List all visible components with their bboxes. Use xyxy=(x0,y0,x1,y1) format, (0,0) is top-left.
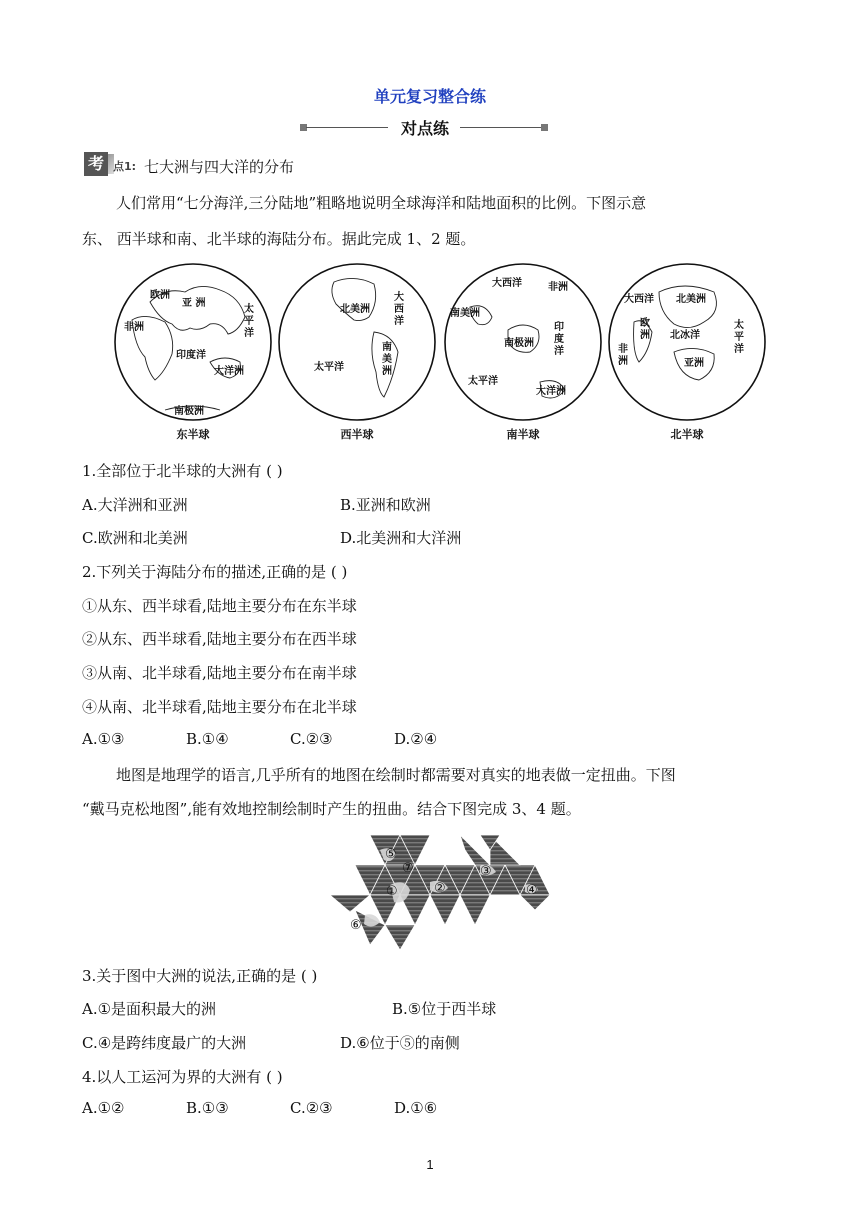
question-1-option-c: C.欧洲和北美洲 xyxy=(82,529,188,547)
globe-west-label-south-america-1: 南 xyxy=(382,342,392,353)
globe-west-label-south-america-3: 洲 xyxy=(382,366,392,377)
intro-paragraph-1-line-2: 东、 西半球和南、北半球的海陆分布。据此完成 1、2 题。 xyxy=(82,230,476,248)
subtitle-text: 对点练 xyxy=(400,119,449,138)
subtitle-right-dot xyxy=(541,124,548,131)
globe-north-label-pacific-3: 洋 xyxy=(734,344,744,355)
dymaxion-marker-2: ② xyxy=(434,881,446,896)
globe-north xyxy=(604,262,770,441)
globe-south-label-south-america: 南美洲 xyxy=(450,308,480,319)
question-3-option-b: B.⑤位于西半球 xyxy=(392,1000,497,1018)
globe-south-caption: 南半球 xyxy=(506,428,540,441)
globe-west xyxy=(274,262,440,441)
question-1-option-a: A.大洋洲和亚洲 xyxy=(82,496,188,514)
globe-east-label-pacific-3: 洋 xyxy=(244,328,254,339)
subtitle-left-rule xyxy=(306,127,388,128)
globe-east-label-antarctica: 南极洲 xyxy=(174,406,204,417)
question-2-item-2: ②从东、西半球看,陆地主要分布在西半球 xyxy=(82,630,357,648)
globe-west-label-atlantic-2: 西 xyxy=(394,304,404,315)
globe-south-label-antarctica: 南极洲 xyxy=(504,338,534,349)
globe-south xyxy=(440,262,606,441)
topic-number: 点1: xyxy=(113,160,137,173)
topic-title: 七大洲与四大洋的分布 xyxy=(144,158,295,176)
question-3-option-c: C.④是跨纬度最广的大洲 xyxy=(82,1034,247,1052)
globe-east-label-asia: 亚 洲 xyxy=(182,298,206,309)
question-2-option-b: B.①④ xyxy=(186,730,229,748)
globe-north-label-arctic: 北冰洋 xyxy=(670,330,700,341)
globe-north-caption: 北半球 xyxy=(670,428,704,441)
question-4-option-c: C.②③ xyxy=(290,1099,333,1117)
question-4-option-a: A.①② xyxy=(82,1099,125,1117)
question-1-option-d: D.北美洲和大洋洲 xyxy=(340,529,462,547)
question-1-stem: 1.全部位于北半球的大洲有 ( ) xyxy=(82,462,283,480)
question-2-option-c: C.②③ xyxy=(290,730,333,748)
question-4-option-d: D.①⑥ xyxy=(394,1099,438,1117)
question-3-stem: 3.关于图中大洲的说法,正确的是 ( ) xyxy=(82,967,318,985)
question-4-stem: 4.以人工运河为界的大洲有 ( ) xyxy=(82,1068,283,1086)
globe-south-label-oceania: 大洋洲 xyxy=(536,386,566,397)
globe-east-label-pacific-2: 平 xyxy=(244,316,254,327)
globe-south-label-indian-3: 洋 xyxy=(554,346,564,357)
question-3-option-a: A.①是面积最大的洲 xyxy=(82,1000,217,1018)
question-2-option-a: A.①③ xyxy=(82,730,125,748)
globe-west-label-atlantic-3: 洋 xyxy=(394,316,404,327)
subtitle-right-rule xyxy=(460,127,542,128)
question-2-item-1: ①从东、西半球看,陆地主要分布在东半球 xyxy=(82,597,357,615)
globe-west-label-atlantic-1: 大 xyxy=(394,292,404,303)
globe-south-label-indian-2: 度 xyxy=(554,334,564,345)
question-2-item-4: ④从南、北半球看,陆地主要分布在北半球 xyxy=(82,698,357,716)
globe-north-label-pacific-2: 平 xyxy=(734,332,744,343)
globe-east-label-europe: 欧洲 xyxy=(150,290,170,301)
question-3-option-d: D.⑥位于⑤的南侧 xyxy=(340,1034,460,1052)
intro-paragraph-2-line-1: 地图是地理学的语言,几乎所有的地图在绘制时都需要对真实的地表做一定扭曲。下图 xyxy=(116,766,676,784)
intro-paragraph-1-line-1: 人们常用“七分海洋,三分陆地”粗略地说明全球海洋和陆地面积的比例。下图示意 xyxy=(116,194,647,212)
dymaxion-marker-1: ① xyxy=(386,884,398,899)
globe-east-caption: 东半球 xyxy=(176,428,210,441)
topic-badge: 考 xyxy=(84,152,108,176)
question-1-option-b: B.亚洲和欧洲 xyxy=(340,496,431,514)
globe-south-label-pacific: 太平洋 xyxy=(468,376,498,387)
intro-paragraph-2-line-2: “戴马克松地图”,能有效地控制绘制时产生的扭曲。结合下图完成 3、4 题。 xyxy=(82,800,581,818)
globe-east-label-indian-ocean: 印度洋 xyxy=(176,350,206,361)
question-2-stem: 2.下列关于海陆分布的描述,正确的是 ( ) xyxy=(82,563,348,581)
question-4-option-b: B.①③ xyxy=(186,1099,229,1117)
globe-east-label-pacific-1: 太 xyxy=(244,304,254,315)
globe-north-label-europe-1: 欧 xyxy=(640,318,650,329)
globe-east-label-oceania: 大洋洲 xyxy=(214,366,244,377)
globe-east xyxy=(110,262,276,441)
dymaxion-marker-5: ⑤ xyxy=(385,847,397,862)
globe-west-label-north-america: 北美洲 xyxy=(340,304,370,315)
dymaxion-marker-3: ③ xyxy=(480,864,492,879)
globe-north-label-pacific-1: 太 xyxy=(734,320,744,331)
globe-north-label-europe-2: 洲 xyxy=(640,330,650,341)
globe-south-label-africa: 非洲 xyxy=(548,282,568,293)
dymaxion-marker-6: ⑥ xyxy=(350,918,362,933)
page-title: 单元复习整合练 xyxy=(373,87,486,106)
globe-east-label-africa: 非洲 xyxy=(124,322,144,333)
globe-north-label-africa-1: 非 xyxy=(618,344,628,355)
globe-west-label-south-america-2: 美 xyxy=(382,354,392,365)
section-subtitle xyxy=(300,116,550,140)
globe-west-caption: 西半球 xyxy=(340,428,374,441)
globe-north-label-north-america: 北美洲 xyxy=(676,294,706,305)
globe-south-label-indian-1: 印 xyxy=(554,322,564,333)
question-2-option-d: D.②④ xyxy=(394,730,438,748)
globe-west-label-pacific: 太平洋 xyxy=(314,362,344,373)
hemisphere-maps xyxy=(110,262,774,442)
page-number: 1 xyxy=(426,1157,434,1172)
globe-north-label-atlantic: 大西洋 xyxy=(624,294,654,305)
question-2-item-3: ③从南、北半球看,陆地主要分布在南半球 xyxy=(82,664,357,682)
globe-north-label-asia: 亚洲 xyxy=(684,358,704,369)
dymaxion-marker-7: ⑦ xyxy=(402,861,414,876)
globe-north-label-africa-2: 洲 xyxy=(618,356,628,367)
dymaxion-marker-4: ④ xyxy=(526,883,538,898)
dymaxion-map xyxy=(330,830,550,950)
globe-south-label-atlantic: 大西洋 xyxy=(492,278,522,289)
